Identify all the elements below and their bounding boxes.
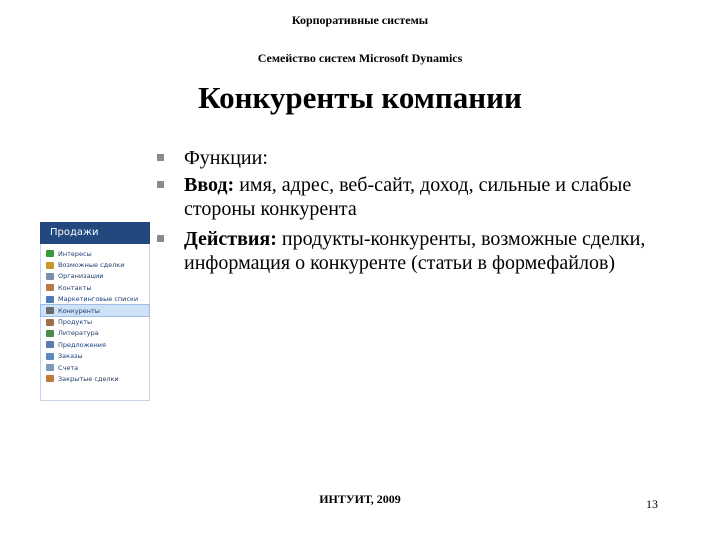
bullet-text: Функции:: [184, 147, 268, 169]
nav-pane-item[interactable]: [41, 328, 149, 339]
nav-pane-item-label: Литература: [58, 329, 99, 338]
competitors-icon: [46, 307, 54, 314]
nav-pane-item-label: Счета: [58, 363, 79, 372]
bullet-square-icon: [157, 154, 164, 161]
header-line-1: Корпоративные системы: [291, 13, 429, 27]
nav-pane-item-label: Закрытые сделки: [58, 374, 119, 383]
contacts-icon: [46, 284, 54, 291]
nav-pane-item[interactable]: [41, 259, 149, 270]
bullet-label: Ввод:: [184, 174, 235, 196]
orders-icon: [46, 353, 54, 360]
bullet-item-actions: [157, 227, 677, 275]
footer-text: ИНТУИТ, 2009: [319, 492, 401, 506]
header-line-2: Семейство систем Microsoft Dynamics: [257, 51, 463, 65]
nav-pane-item-label: Интересы: [58, 249, 92, 258]
nav-pane-item-label: Заказы: [58, 352, 83, 361]
page-number: 13: [646, 497, 658, 511]
nav-pane-item-label: Предложения: [58, 340, 106, 349]
nav-pane-item-label: Продукты: [58, 318, 93, 327]
nav-pane-item[interactable]: [41, 316, 149, 327]
bullet-label: Действия:: [184, 228, 277, 250]
sales-nav-pane-screenshot: [40, 222, 150, 397]
slide-title: Конкуренты компании: [198, 80, 522, 115]
nav-pane-item[interactable]: [41, 282, 149, 293]
nav-pane-item[interactable]: [41, 294, 149, 305]
nav-pane-item-label: Маркетинговые списки: [58, 295, 139, 304]
nav-pane-item-label: Конкуренты: [58, 306, 100, 315]
bullet-square-icon: [157, 181, 164, 188]
bullet-item-input: [157, 173, 677, 221]
closed-deals-icon: [46, 375, 54, 382]
bullet-item-functions: [157, 146, 677, 170]
nav-pane-item[interactable]: [41, 248, 149, 259]
quotes-icon: [46, 341, 54, 348]
interests-icon: [46, 250, 54, 257]
literature-icon: [46, 330, 54, 337]
nav-pane-item[interactable]: [41, 305, 149, 316]
products-icon: [46, 319, 54, 326]
organizations-icon: [46, 273, 54, 280]
bullet-text: имя, адрес, веб-сайт, доход, сильные и слабые стороны конкурента: [184, 174, 632, 220]
bullet-square-icon: [157, 235, 164, 242]
nav-pane-item[interactable]: [41, 351, 149, 362]
nav-pane-item[interactable]: [41, 373, 149, 384]
nav-pane-items: [40, 244, 150, 401]
bullet-list: [157, 146, 677, 281]
nav-pane-item-label: Организации: [58, 272, 104, 281]
marketing-lists-icon: [46, 296, 54, 303]
nav-pane-item[interactable]: [41, 362, 149, 373]
invoices-icon: [46, 364, 54, 371]
deals-icon: [46, 262, 54, 269]
nav-pane-item[interactable]: [41, 339, 149, 350]
nav-pane-item-label: Контакты: [58, 283, 92, 292]
bullet-text: продукты-конкуренты, возможные сделки, информация о конкуренте (статьи в формефайлов): [184, 228, 646, 274]
nav-pane-item[interactable]: [41, 271, 149, 282]
nav-pane-header: Продажи: [40, 222, 150, 244]
nav-pane-item-label: Возможные сделки: [58, 261, 125, 270]
